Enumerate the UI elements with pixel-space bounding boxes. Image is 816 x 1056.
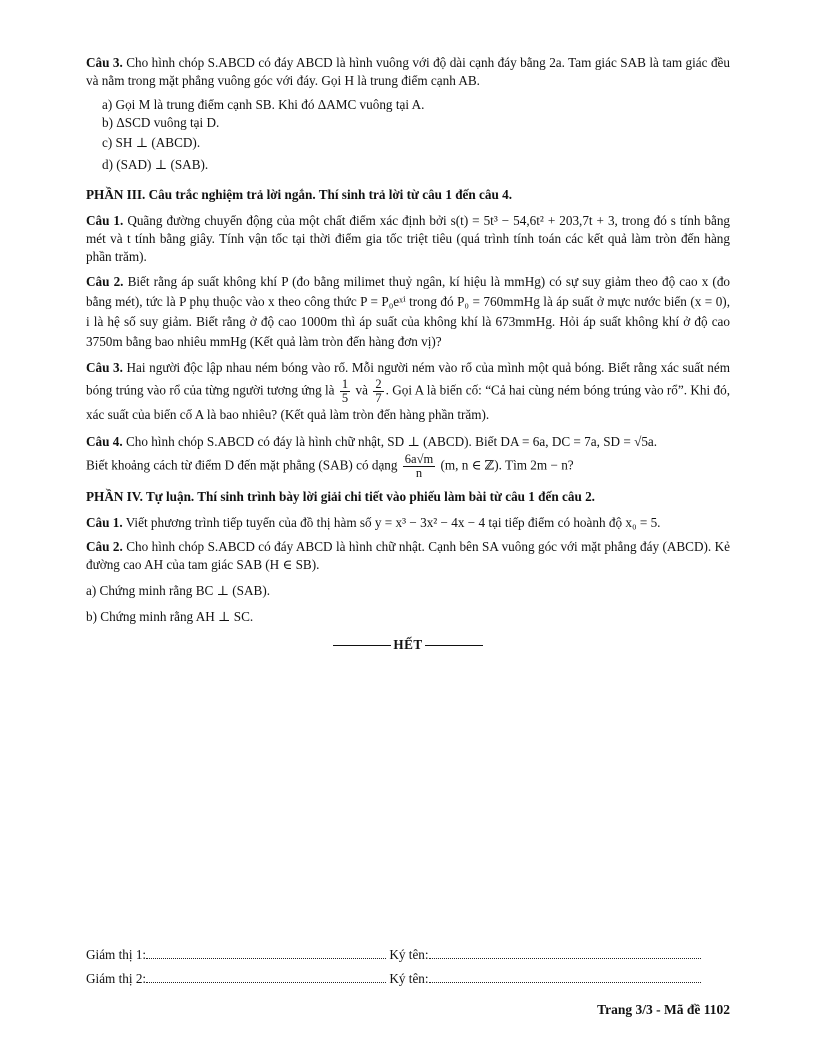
proctor-1-signature-line (429, 946, 701, 959)
sign-label: Ký tên: (389, 947, 429, 962)
end-line-right (425, 645, 483, 646)
proctor-2-row (86, 970, 730, 987)
question-text: Viết phương trình tiếp tuyến của đồ thị hàm số y = x³ − 3x² − 4x − 4 tại tiếp điểm có hoành độ x₀ = 5. (125, 515, 661, 530)
proctor-2-signature-line (429, 970, 701, 983)
exam-page (86, 54, 730, 654)
part4-question-2b: b) Chứng minh rằng AH ⊥ SC. (86, 609, 254, 624)
question-label: Câu 2. (86, 539, 123, 554)
proctor-1-row (86, 946, 730, 963)
question-label: Câu 2. (86, 274, 124, 289)
sign-label: Ký tên: (389, 971, 429, 986)
part3-question-3 (86, 358, 730, 425)
distance-fraction (403, 453, 435, 480)
question-label: Câu 1. (86, 213, 124, 228)
statement-d: d) (SAD) ⊥ (SAB). (102, 157, 209, 172)
end-mark (86, 636, 730, 654)
page-footer: Trang 3/3 - Mã đề 1102 (597, 1002, 730, 1017)
question-text: Cho hình chóp S.ABCD có đáy ABCD là hình chữ nhật. Cạnh bên SA vuông góc với mặt phẳng đáy (ABCD). Kẻ đường cao AH của tam giác SAB (H ∈ SB). (86, 539, 730, 572)
proctor-1-label: Giám thị 1: (86, 947, 147, 962)
question-label: Câu 1. (86, 515, 123, 530)
question-text-after: . Gọi A là biến cố: “Cả hai cùng ném bóng trúng vào rổ”. Khi đó, xác suất của biến cố A là bao nhiêu? (Kết quả làm tròn đến hàng phần trăm). (86, 382, 731, 422)
question-text-before: Biết khoảng cách từ điểm D đến mặt phẳng (SAB) có dạng (86, 457, 398, 473)
proctor-2-label: Giám thị 2: (86, 971, 147, 986)
fraction-numerator: 6a√m (404, 452, 434, 466)
question-text: Cho hình chóp S.ABCD có đáy ABCD là hình vuông với độ dài cạnh đáy bằng 2a. Tam giác SAB là tam giác đều và nằm trong mặt phẳng vuông góc với đáy. Gọi H là trung điểm cạnh AB. (86, 55, 730, 88)
question-text-after: (m, n ∈ ℤ). Tìm 2m − n? (440, 457, 574, 473)
part4-question-2 (86, 538, 730, 574)
statement-c: c) SH ⊥ (ABCD). (102, 135, 201, 150)
part3-question-2 (86, 272, 730, 352)
part4-question-2a: a) Chứng minh rằng BC ⊥ (SAB). (86, 583, 271, 598)
conjunction: và (355, 382, 368, 398)
proctor-2-name-line (146, 970, 386, 983)
question-3-top (86, 54, 730, 90)
proctor-1-name-line (146, 946, 386, 959)
part-3-heading: PHẦN III. Câu trắc nghiệm trả lời ngắn. Thí sinh trả lời từ câu 1 đến câu 4. (86, 187, 512, 202)
statement-b: b) ΔSCD vuông tại D. (102, 115, 220, 130)
fraction-numerator: 1 (341, 377, 349, 391)
question-text-before: Hai người độc lập nhau ném bóng vào rổ. Mỗi người ném vào rổ của mình một quả bóng. Biết rằng xác suất ném bóng trúng vào rổ của từng người tương ứng là (86, 360, 731, 398)
fraction-denominator: n (415, 466, 423, 480)
fraction-denominator: 7 (375, 391, 382, 405)
question-text-line1: Cho hình chóp S.ABCD có đáy là hình chữ nhật, SD ⊥ (ABCD). Biết DA = 6a, DC = 7a, SD = √5a. (125, 434, 658, 449)
fraction-denominator: 5 (341, 391, 349, 405)
part-4-heading: PHẦN IV. Tự luận. Thí sinh trình bày lời giải chi tiết vào phiếu làm bài từ câu 1 đến câu 2. (86, 489, 595, 504)
question-label: Câu 3. (86, 55, 123, 70)
part4-question-1 (86, 514, 730, 532)
end-line-left (333, 645, 391, 646)
fraction-one-fifth (340, 378, 350, 405)
question-text: Biết rằng áp suất không khí P (đo bằng milimet thuỷ ngân, kí hiệu là mmHg) có sự suy giảm theo độ cao x (đo bằng mét), tức là P phụ thuộc vào x theo công thức P = P₀eˣⁱ trong đó P₀ = 760mmHg là áp suất ở mực nước biển (x = 0), i là hệ số suy giảm. Biết rằng ở độ cao 1000m thì áp suất của không khí là 673mmHg. Hỏi áp suất không khí ở độ cao 3750m bằng bao nhiêu mmHg (Kết quả làm tròn đến hàng đơn vị)? (86, 274, 731, 349)
part3-question-1 (86, 212, 730, 266)
question-label: Câu 4. (86, 434, 123, 449)
question-label: Câu 3. (86, 360, 123, 375)
end-text: HẾT (393, 637, 423, 652)
fraction-two-sevenths (373, 378, 383, 405)
question-text: Quãng đường chuyển động của một chất điểm xác định bởi s(t) = 5t³ − 54,6t² + 203,7t + 3, trong đó s tính bằng mét và t tính bằng giây. Tính vận tốc tại thời điểm gia tốc triệt tiêu (quá trình tính toán các kết quả làm tròn đến hàng phần trăm). (86, 213, 731, 264)
statement-a: a) Gọi M là trung điểm cạnh SB. Khi đó ΔAMC vuông tại A. (102, 97, 425, 112)
fraction-numerator: 2 (375, 377, 382, 391)
part3-question-4 (86, 431, 730, 480)
